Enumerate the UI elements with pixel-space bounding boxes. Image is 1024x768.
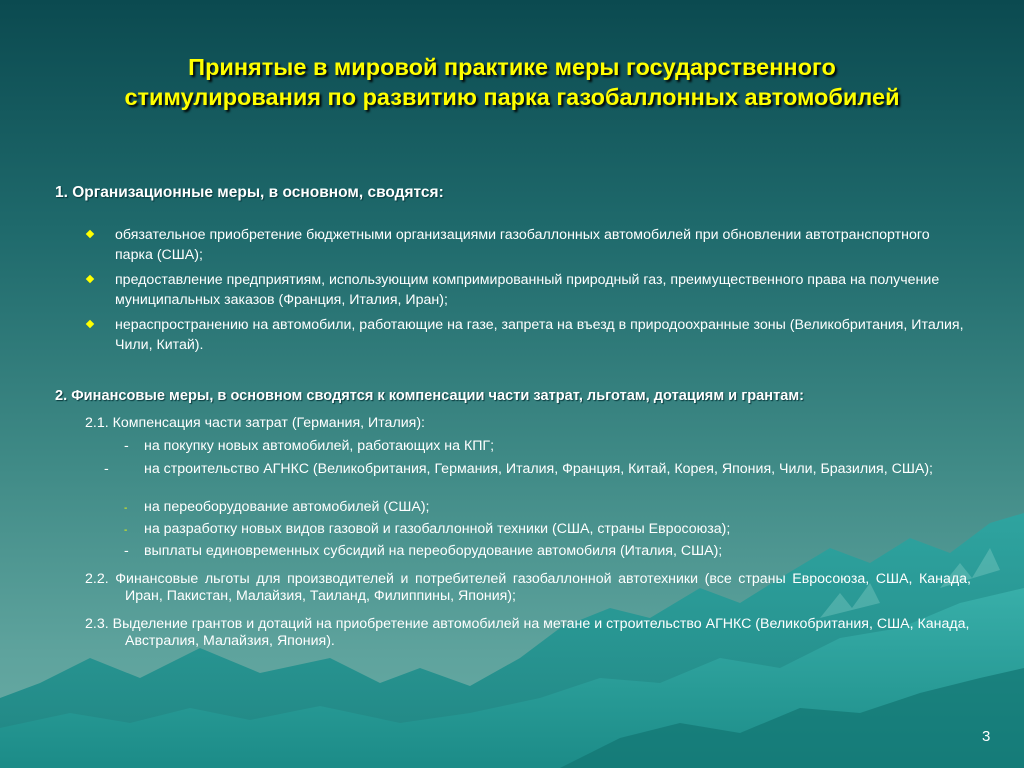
bullet-item <box>84 225 964 265</box>
diamond-bullet-icon <box>86 275 94 283</box>
subitem <box>124 438 972 455</box>
subitem-text: на строительство АГНКС (Великобритания, Германия, Италия, Франция, Китай, Корея, Япония, Чили, Бразилия, США); <box>144 461 933 477</box>
bullet-item <box>84 270 964 310</box>
dash-bullet: - <box>124 438 129 454</box>
dash-bullet: - <box>124 503 128 514</box>
bullet-item <box>84 315 964 355</box>
dash-bullet: - <box>124 525 128 536</box>
item-2-3: 2.3. Выделение грантов и дотаций на приобретение автомобилей на метане и строительство АГНКС (Великобритания, США, Канада, Австралия, Малайзия, Япония). <box>85 616 970 649</box>
subitem-text: на покупку новых автомобилей, работающих на КПГ; <box>144 438 495 454</box>
subitem-text: на разработку новых видов газовой и газобаллонной техники (США, страны Евросоюза); <box>144 521 731 537</box>
bullet-text: обязательное приобретение бюджетными организациями газобаллонных автомобилей при обновлении автотранспортного парка (США); <box>115 227 930 263</box>
subitem-text: на переоборудование автомобилей (США); <box>144 499 430 515</box>
subitem <box>124 499 972 517</box>
subitem <box>104 461 974 478</box>
item-2-1-label: 2.1. Компенсация части затрат (Германия, Италия): <box>85 415 425 431</box>
item-2-2: 2.2. Финансовые льготы для производителей и потребителей газобаллонной автотехники (все страны Евросоюза, США, Канада, Иран, Пакистан, Малайзия, Таиланд, Филиппины, Япония); <box>85 571 971 604</box>
diamond-bullet-icon <box>86 320 94 328</box>
section-1-bullet-list <box>84 225 964 360</box>
page-number: 3 <box>982 728 991 745</box>
title-line-1: Принятые в мировой практике меры государственного <box>188 54 836 80</box>
dash-bullet: - <box>124 543 129 559</box>
subitem <box>124 521 972 539</box>
bullet-text: нераспространению на автомобили, работающие на газе, запрета на въезд в природоохранные зоны (Великобритания, Италия, Чили, Китай). <box>115 317 964 353</box>
slide-title <box>20 52 1004 112</box>
dash-bullet: - <box>104 461 109 477</box>
title-line-2: стимулирования по развитию парка газобаллонных автомобилей <box>124 84 900 110</box>
subitem-text: выплаты единовременных субсидий на переоборудование автомобиля (Италия, США); <box>144 543 723 559</box>
bullet-text: предоставление предприятиям, использующим компримированный природный газ, преимущественного права на получение муниципальных заказов (Франция, Италия, Иран); <box>115 272 940 308</box>
diamond-bullet-icon <box>86 230 94 238</box>
section-1-heading: 1. Организационные меры, в основном, сводятся: <box>55 184 444 201</box>
subitem <box>124 543 972 560</box>
section-2-heading: 2. Финансовые меры, в основном сводятся к компенсации части затрат, льготам, дотациям и грантам: <box>55 388 805 404</box>
